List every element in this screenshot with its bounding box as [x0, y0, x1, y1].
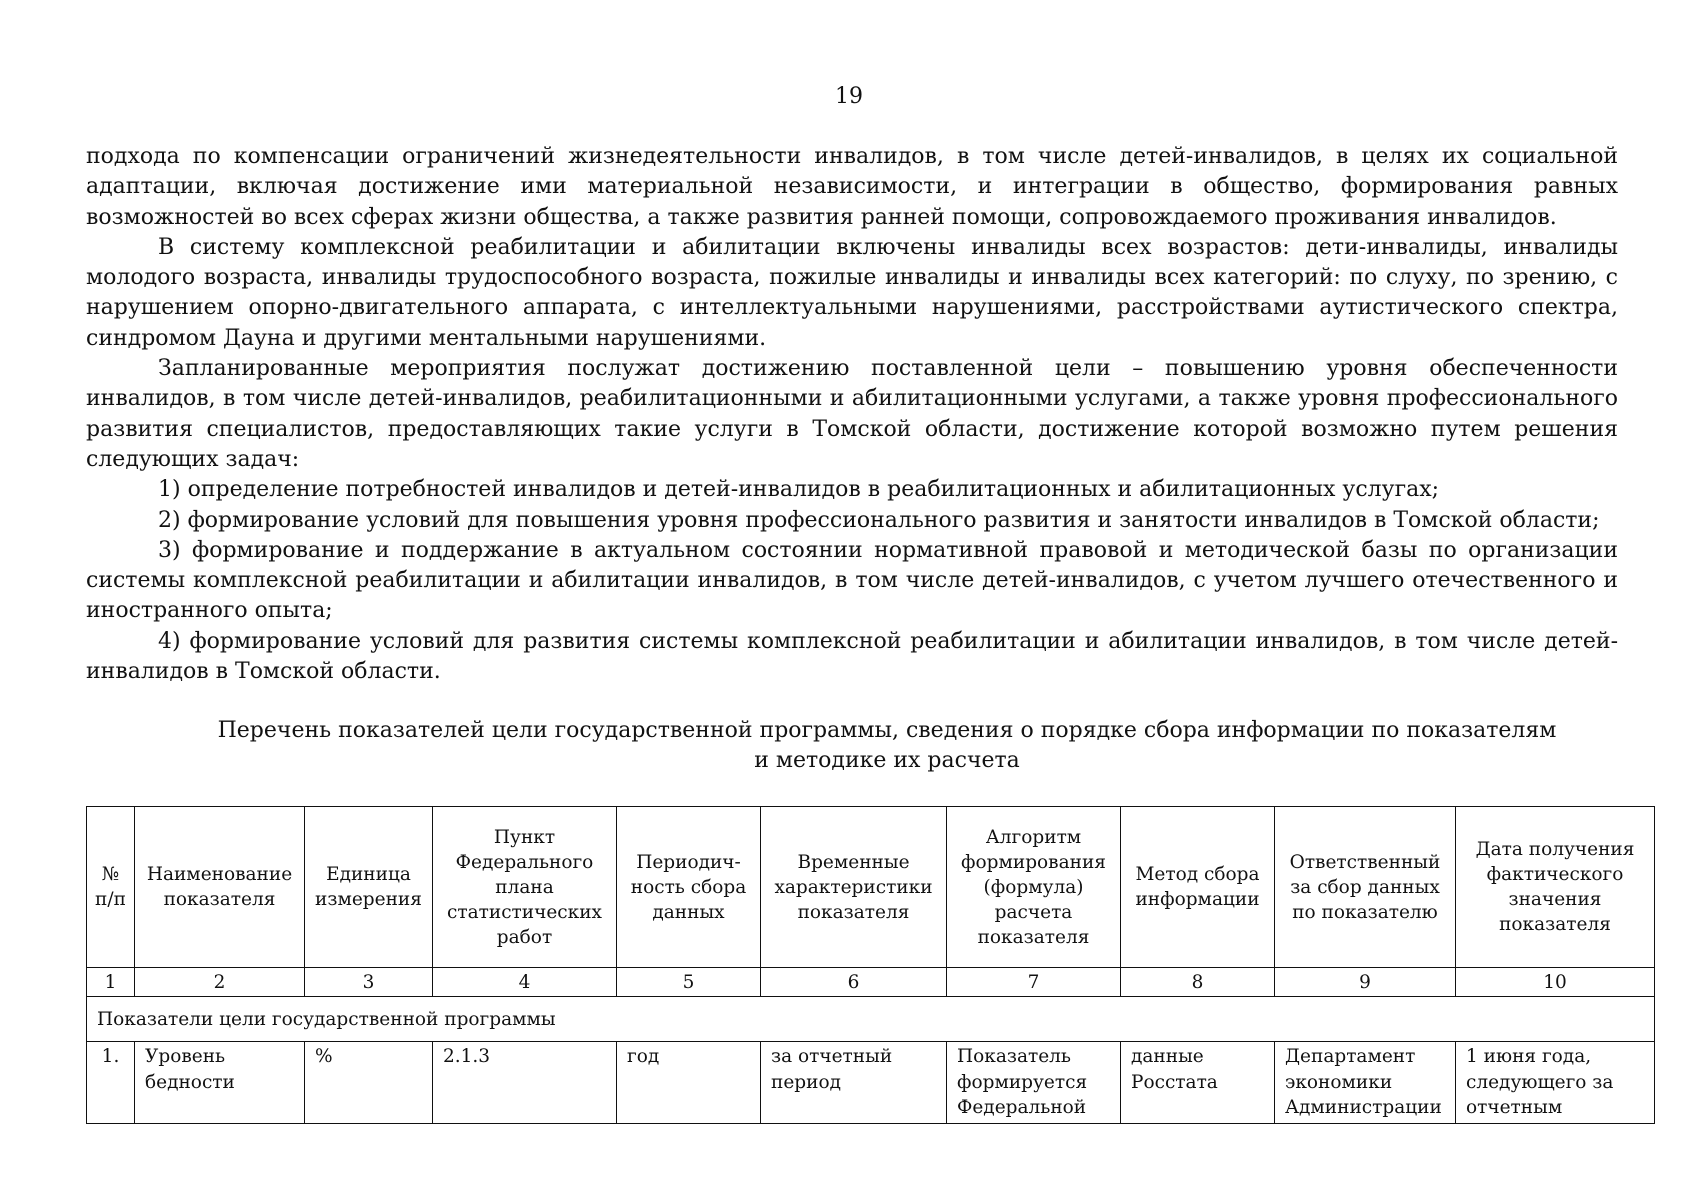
column-number: 9 — [1275, 968, 1456, 997]
paragraph-planned-measures: Запланированные мероприятия послужат достижению поставленной цели – повышению уровня обеспеченности инвалидов, в том числе детей-инвалидов, реабилитационными и абилитационными услугами, а также уровня профессионального развития специалистов, предоставляющих такие услуги в Томской области, достижение которой возможно путем решения следующих задач: — [86, 356, 1618, 472]
table-cell-federal-plan-item: 2.1.3 — [433, 1042, 617, 1124]
column-number: 8 — [1121, 968, 1275, 997]
header-indicator-name: Наименование показателя — [135, 807, 305, 968]
section-title: Показатели цели государственной программы — [87, 997, 1655, 1042]
column-number: 3 — [305, 968, 433, 997]
column-number: 6 — [761, 968, 947, 997]
table-cell-responsible: Департамент экономики Администрации — [1275, 1042, 1456, 1124]
table-header-row — [87, 807, 1655, 968]
header-responsible: Ответственный за сбор данных по показателю — [1275, 807, 1456, 968]
column-number: 7 — [947, 968, 1121, 997]
table-cell-unit: % — [305, 1042, 433, 1124]
task-item-1: 1) определение потребностей инвалидов и детей-инвалидов в реабилитационных и абилитационных услугах; — [158, 477, 1440, 503]
table-heading — [86, 716, 1688, 776]
header-number: № п/п — [87, 807, 135, 968]
table-cell-time-characteristics: за отчетный период — [761, 1042, 947, 1124]
header-federal-plan-item: Пункт Федерального плана статистических работ — [433, 807, 617, 968]
column-number-row — [87, 968, 1655, 997]
table-cell-calculation-algorithm: Показатель формируется Федеральной — [947, 1042, 1121, 1124]
table-cell-collection-method: данные Росстата — [1121, 1042, 1275, 1124]
indicators-table — [86, 806, 1655, 1124]
header-actual-value-date: Дата получения фактического значения показателя — [1456, 807, 1655, 968]
table-cell-number: 1. — [87, 1042, 135, 1124]
table-row — [87, 1042, 1655, 1124]
table-cell-actual-value-date: 1 июня года, следующего за отчетным — [1456, 1042, 1655, 1124]
column-number: 5 — [617, 968, 761, 997]
table-heading-line-1: Перечень показателей цели государственной программы, сведения о порядке сбора информации по показателям — [217, 718, 1557, 743]
table-heading-line-2: и методике их расчета — [754, 748, 1020, 773]
column-number: 2 — [135, 968, 305, 997]
table-cell-indicator-name: Уровень бедности — [135, 1042, 305, 1124]
task-item-4: 4) формирование условий для развития системы комплексной реабилитации и абилитации инвалидов, в том числе детей-инвалидов в Томской области. — [86, 628, 1618, 685]
task-item-2: 2) формирование условий для повышения уровня профессионального развития и занятости инвалидов в Томской области; — [158, 507, 1600, 533]
paragraph-rehab-system: В систему комплексной реабилитации и абилитации включены инвалиды всех возрастов: дети-инвалиды, инвалиды молодого возраста, инвалиды трудоспособного возраста, пожилые инвалиды и инвалиды всех категорий: по слуху, по зрению, с нарушением опорно-двигательного аппарата, с интеллектуальными нарушениями, расстройствами аутистического спектра, синдромом Дауна и другими ментальными нарушениями. — [86, 234, 1618, 351]
page-number: 19 — [835, 84, 863, 109]
paragraph-continuation: подхода по компенсации ограничений жизнедеятельности инвалидов, в том числе детей-инвалидов, в целях их социальной адаптации, включая достижение ими материальной независимости, и интеграции в общество, формирования равных возможностей во всех сферах жизни общества, а также развития ранней помощи, сопровождаемого проживания инвалидов. — [86, 144, 1618, 230]
column-number: 10 — [1456, 968, 1655, 997]
task-item-3: 3) формирование и поддержание в актуальном состоянии нормативной правовой и методической базы по организации системы комплексной реабилитации и абилитации инвалидов, в том числе детей-инвалидов, с учетом лучшего отечественного и иностранного опыта; — [86, 537, 1618, 624]
column-number: 4 — [433, 968, 617, 997]
table-cell-periodicity: год — [617, 1042, 761, 1124]
header-calculation-algorithm: Алгоритм формирования (формула) расчета показателя — [947, 807, 1121, 968]
body-text — [86, 142, 1618, 687]
header-periodicity: Периодич-ность сбора данных — [617, 807, 761, 968]
header-unit: Единица измерения — [305, 807, 433, 968]
header-time-characteristics: Временные характеристики показателя — [761, 807, 947, 968]
header-collection-method: Метод сбора информации — [1121, 807, 1275, 968]
table-section-row — [87, 997, 1655, 1042]
column-number: 1 — [87, 968, 135, 997]
